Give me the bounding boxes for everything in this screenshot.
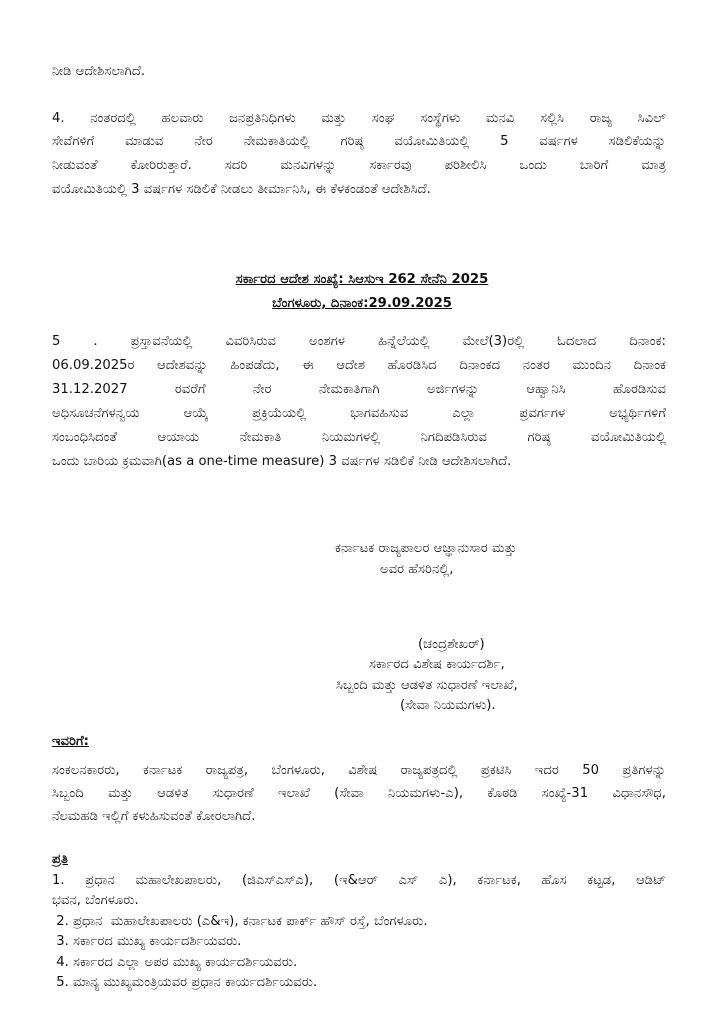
order-number-heading: [0, 270, 724, 290]
signatory-section: (ಸೇವಾ ನಿಯಮಗಳು).: [400, 698, 496, 713]
copy-to-item: ಭವನ, ಬೆಂಗಳೂರು.: [52, 893, 139, 908]
recipients-line: ಸಿಬ್ಬಂದಿ ಮತ್ತು ಆಡಳಿತ ಸುಧಾರಣೆ ಇಲಾಖೆ (ಸೇವಾ ನಿಯಮಗಳು-ಎ), ಕೊಠಡಿ ಸಂಖ್ಯೆ-31 ವಿಧಾನಸೌಧ,: [52, 786, 666, 801]
signatory-designation: ಸರ್ಕಾರದ ವಿಶೇಷ ಕಾರ್ಯದರ್ಶಿ,: [369, 657, 505, 672]
order-number: ಸರ್ಕಾರದ ಆದೇಶ ಸಂಖ್ಯೆ: ಸಿಆಸುಇ 262 ಸೇನೆನಿ 2025: [235, 272, 489, 287]
paragraph-5-line: ಸಂಬಂಧಿಸಿದಂತೆ ಆಯಾಯ ನೇಮಕಾತಿ ನಿಯಮಗಳಲ್ಲಿ ನಿಗದಿಪಡಿಸಿರುವ ಗರಿಷ್ಠ ವಯೋಮಿತಿಯಲ್ಲಿ: [52, 430, 666, 445]
copy-to-item: 2. ಪ್ರಧಾನ ಮಹಾಲೇಖಪಾಲರು (ಎ&ಇ), ಕರ್ನಾಟಕ ಪಾರ್ಕ್ ಹೌಸ್ ರಸ್ತೆ, ಬೆಂಗಳೂರು.: [52, 914, 428, 929]
paragraph-5-line: 06.09.2025ರ ಆದೇಶವನ್ನು ಹಿಂಪಡೆದು, ಈ ಆದೇಶ ಹೊರಡಿಸಿದ ದಿನಾಂಕದ ನಂತರ ಮುಂದಿನ ದಿನಾಂಕ: [52, 358, 666, 373]
paragraph-5-line: 5 . ಪ್ರಸ್ತಾವನೆಯಲ್ಲಿ ವಿವರಿಸಿರುವ ಅಂಶಗಳ ಹಿನ್ನೆಲೆಯಲ್ಲಿ ಮೇಲೆ(3)ರಲ್ಲಿ ಓದಲಾದ ದಿನಾಂಕ:: [52, 334, 666, 349]
copy-to-item: 4. ಸರ್ಕಾರದ ಎಲ್ಲಾ ಅಪರ ಮುಖ್ಯ ಕಾರ್ಯದರ್ಶಿಯವರು.: [52, 955, 298, 970]
paragraph-4-line: ವಯೋಮಿತಿಯಲ್ಲಿ 3 ವರ್ಷಗಳ ಸಡಿಲಿಕೆ ನೀಡಲು ತೀರ್ಮಾನಿಸಿ, ಈ ಕೆಳಕಂಡಂತೆ ಆದೇಶಿಸಿದೆ.: [52, 182, 431, 197]
paragraph-4-line: ನೀಡುವಂತೆ ಕೋರಿರುತ್ತಾರೆ. ಸದರಿ ಮನವಿಗಳನ್ನು ಸರ್ಕಾರವು ಪರಿಶೀಲಿಸಿ ಒಂದು ಬಾರಿಗೆ ಮಾತ್ರ: [52, 158, 666, 173]
order-date: ಬೆಂಗಳೂರು, ದಿನಾಂಕ:29.09.2025: [272, 296, 452, 311]
signatory-name: (ಚಂದ್ರಶೇಖರ್): [418, 637, 485, 652]
copy-to-item: 1. ಪ್ರಧಾನ ಮಹಾಲೇಖಪಾಲರು, (ಜಿಎಸ್‌ಎಸ್‌ಎ), (ಇ&ಆರ್ ಎಸ್ ಎ), ಕರ್ನಾಟಕ, ಹೊಸ ಕಟ್ಟಡ, ಆಡಿಟ್: [52, 873, 666, 888]
paragraph-4-line: 4. ನಂತರದಲ್ಲಿ ಹಲವಾರು ಜನಪ್ರತಿನಿಧಿಗಳು ಮತ್ತು ಸಂಘ ಸಂಸ್ಥೆಗಳು ಮನವಿ ಸಲ್ಲಿಸಿ ರಾಜ್ಯ ಸಿವಿಲ್: [52, 111, 666, 126]
paragraph-5-line: ಅಧಿಸೂಚನೆಗಳನ್ವಯ ಆಯ್ಕೆ ಪ್ರಕ್ರಿಯೆಯಲ್ಲಿ ಭಾಗವಹಿಸುವ ಎಲ್ಲಾ ಪ್ರವರ್ಗಗಳ ಅಭ್ಯರ್ಥಿಗಳಿಗೆ: [52, 406, 666, 421]
recipients-heading: ಇವರಿಗೆ:: [52, 734, 89, 749]
copy-to-heading: ಪ್ರತಿ: [52, 852, 69, 867]
signatory-department: ಸಿಬ್ಬಂದಿ ಮತ್ತು ಆಡಳಿತ ಸುಧಾರಣೆ ಇಲಾಖೆ,: [336, 678, 518, 693]
recipients-line: ಸಂಕಲನಕಾರರು, ಕರ್ನಾಟಕ ರಾಜ್ಯಪತ್ರ, ಬೆಂಗಳೂರು, ವಿಶೇಷ ರಾಜ್ಯಪತ್ರದಲ್ಲಿ ಪ್ರಕಟಿಸಿ ಇದರ 50 ಪ್ರತಿಗಳನ್ನು: [52, 763, 666, 778]
paragraph-4-line: ಸೇವೆಗಳಿಗೆ ಮಾಡುವ ನೇರ ನೇಮಕಾತಿಯಲ್ಲಿ ಗರಿಷ್ಠ ವಯೋಮಿತಿಯಲ್ಲಿ 5 ವರ್ಷಗಳ ಸಡಿಲಿಕೆಯನ್ನು: [52, 134, 666, 149]
by-order-line: ಅವರ ಹೆಸರಿನಲ್ಲಿ,: [380, 562, 454, 577]
continued-text-line: ನೀಡಿ ಆದೇಶಿಸಲಾಗಿದೆ.: [52, 64, 146, 79]
copy-to-item: 3. ಸರ್ಕಾರದ ಮುಖ್ಯ ಕಾರ್ಯದರ್ಶಿಯವರು.: [52, 934, 242, 949]
paragraph-5-line: 31.12.2027 ರವರೆಗೆ ನೇರ ನೇಮಕಾತಿಗಾಗಿ ಅರ್ಜಿಗಳನ್ನು ಆಹ್ವಾನಿಸಿ ಹೊರಡಿಸುವ: [52, 382, 666, 397]
paragraph-5-line: ಒಂದು ಬಾರಿಯ ಕ್ರಮವಾಗಿ(as a one-time measure) 3 ವರ್ಷಗಳ ಸಡಿಲಿಕೆ ನೀಡಿ ಆದೇಶಿಸಲಾಗಿದೆ.: [52, 454, 512, 469]
recipients-line: ನೆಲಮಹಡಿ ಇಲ್ಲಿಗೆ ಕಳುಹಿಸುವಂತೆ ಕೋರಲಾಗಿದೆ.: [52, 809, 256, 824]
order-date-heading: [0, 294, 724, 314]
by-order-line: ಕರ್ನಾಟಕ ರಾಜ್ಯಪಾಲರ ಆಜ್ಞಾನುಸಾರ ಮತ್ತು: [335, 541, 517, 556]
copy-to-item: 5. ಮಾನ್ಯ ಮುಖ್ಯಮಂತ್ರಿಯವರ ಪ್ರಧಾನ ಕಾರ್ಯದರ್ಶಿಯವರು.: [52, 975, 318, 990]
